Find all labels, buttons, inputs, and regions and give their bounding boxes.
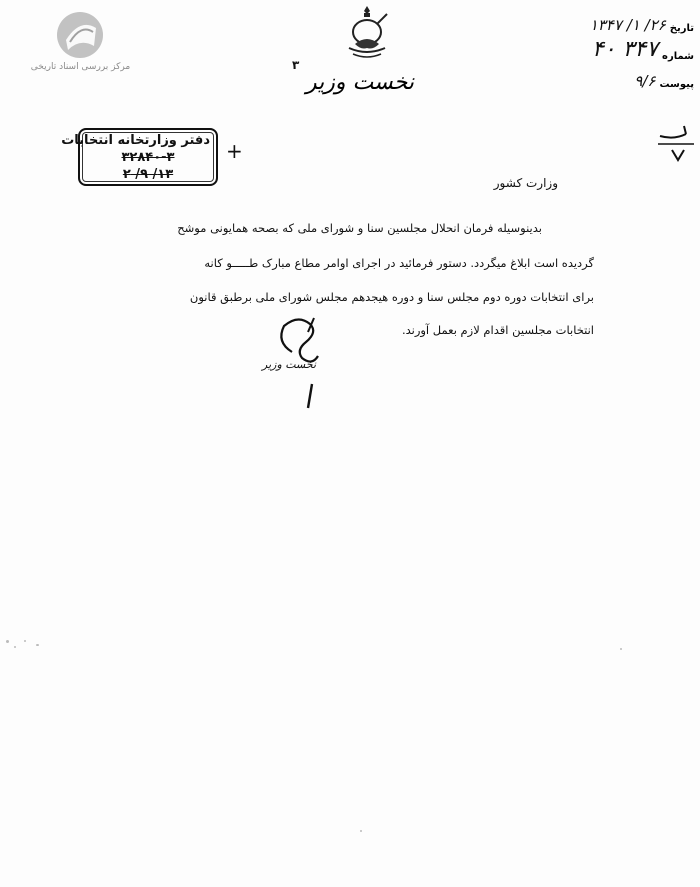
number-row: [572, 34, 694, 62]
date-row: [572, 6, 694, 34]
letter-line-4: انتخابات مجلسین اقدام لازم بعمل آورند.: [401, 323, 594, 337]
attachment-label: پیوست: [659, 79, 694, 90]
paper-speck: [6, 640, 9, 643]
archive-caption: مرکز بررسی اسناد تاریخی: [30, 62, 131, 72]
header-small-mark: ٣: [292, 58, 300, 72]
stamp-line-1: دفتر وزارتخانه انتخابات: [61, 133, 210, 148]
document-meta: [572, 6, 694, 90]
letter-line-2: گردیده است ابلاغ میگردد. دستور فرمائید در اجرای اوامر مطاع مبارک طـــــو کانه: [204, 256, 594, 270]
archive-book-logo-icon: [54, 10, 106, 60]
paper-speck: [36, 644, 39, 646]
paper-speck: [620, 648, 622, 650]
office-title: نخست وزیر: [305, 70, 415, 95]
addressee: وزارت کشور: [493, 176, 558, 190]
paper-speck: [14, 646, 16, 648]
date-value: ۲۶/ ۱/ ۱۳۴۷: [589, 16, 666, 34]
number-label: شماره: [662, 51, 694, 62]
letter-line-3: برای انتخابات دوره دوم مجلس سنا و دوره هیجدهم مجلس شورای ملی برطبق قانون: [189, 290, 594, 304]
stamp-line-2: ۳۲۸۴۰-۳: [121, 150, 175, 165]
attachment-row: [572, 62, 694, 90]
plus-mark: +: [226, 139, 243, 163]
archive-logo: [18, 10, 143, 80]
paper-speck: [24, 640, 26, 642]
margin-note: [656, 122, 696, 166]
paper-speck: [360, 830, 362, 832]
signature-label: نخست وزیر: [262, 358, 317, 371]
letter-line-1: بدینوسیله فرمان انحلال مجلسین سنا و شورای ملی که بصحه همایونی موشح: [177, 221, 542, 235]
date-label: تاریخ: [669, 23, 694, 34]
lion-and-sun-emblem-icon: [333, 4, 401, 62]
registry-stamp: [61, 128, 218, 186]
stamp-line-3: ۱۳/ ۹/ ۲: [122, 167, 174, 182]
number-value: ۳۴۷ ۴۰: [591, 37, 659, 62]
attachment-value: ۹/۶: [634, 72, 656, 90]
